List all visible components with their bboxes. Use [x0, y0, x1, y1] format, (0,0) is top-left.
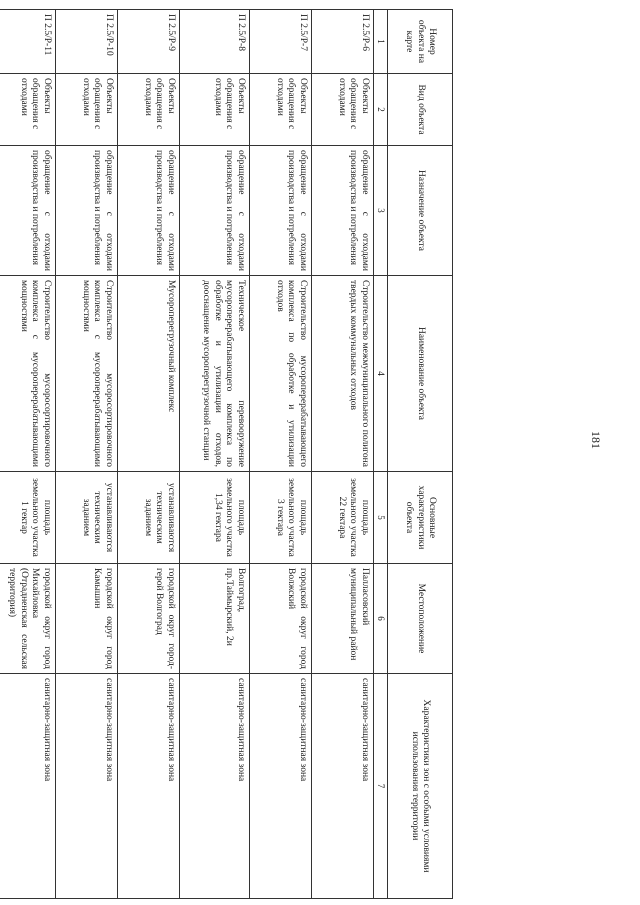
object-zones: санитарно-защитная зона: [0, 673, 55, 898]
header-cell: Номер объекта на карте: [387, 9, 452, 73]
column-number-row: [373, 9, 387, 898]
object-kind: Объекты обращения с отходами: [117, 73, 179, 145]
object-zones: санитарно-защитная зона: [179, 673, 249, 898]
object-zones: санитарно-защитная зона: [55, 673, 117, 898]
object-location: городской округ город Михайловка (Отрадненская сельская территория): [0, 563, 55, 673]
object-characteristics: устанавливаются техническим заданием: [117, 471, 179, 563]
object-purpose: обращение с отходами производства и потребления: [311, 145, 373, 275]
object-name: Строительство мусоросортировочного комплекса с мусороперерабатывающими мощностями: [55, 275, 117, 471]
object-purpose: обращение с отходами производства и потребления: [117, 145, 179, 275]
object-characteristics: площадь земельного участка 1 гектар: [0, 471, 55, 563]
object-zones: санитарно-защитная зона: [311, 673, 373, 898]
table-row: [55, 9, 117, 898]
object-characteristics: площадь земельного участка 3 гектара: [249, 471, 311, 563]
object-number: П 2.5/Р-10: [55, 9, 117, 73]
object-characteristics: устанавливаются техническим заданием: [55, 471, 117, 563]
column-number: 1: [373, 9, 387, 73]
object-name: Строительство межмуниципального полигона твердых коммунальных отходов: [311, 275, 373, 471]
object-number: П 2.5/Р-6: [311, 9, 373, 73]
object-name: Мусороперегрузочный комплекс: [117, 275, 179, 471]
table-row: [311, 9, 373, 898]
object-name: Строительство мусоросортировочного комплекса с мусороперерабатывающими мощностями: [0, 275, 55, 471]
table-header-row: [387, 9, 452, 898]
object-name: Техническое перевооружение мусороперерабатывающего комплекса по обработке и утилизации отходов, дооснащение мусороперегрузочной станции: [179, 275, 249, 471]
object-zones: санитарно-защитная зона: [249, 673, 311, 898]
object-number: П 2.5/Р-11: [0, 9, 55, 73]
object-location: Волгоград, пр.Таймырский, 2и: [179, 563, 249, 673]
object-purpose: обращение с отходами производства и потребления: [0, 145, 55, 275]
object-kind: Объекты обращения с отходами: [55, 73, 117, 145]
object-characteristics: площадь земельного участка 22 гектара: [311, 471, 373, 563]
table-row: [249, 9, 311, 898]
column-number: 3: [373, 145, 387, 275]
object-kind: Объекты обращения с отходами: [0, 73, 55, 145]
object-location: городской округ город Волжский: [249, 563, 311, 673]
object-name: Строительство мусороперерабатывающего комплекса по обработке и утилизации отходов: [249, 275, 311, 471]
object-kind: Объекты обращения с отходами: [179, 73, 249, 145]
object-number: П 2.5/Р-7: [249, 9, 311, 73]
object-purpose: обращение с отходами производства и потребления: [249, 145, 311, 275]
object-number: П 2.5/Р-8: [179, 9, 249, 73]
object-purpose: обращение с отходами производства и потребления: [179, 145, 249, 275]
object-purpose: обращение с отходами производства и потребления: [55, 145, 117, 275]
object-location: городской округ город-герой Волгоград: [117, 563, 179, 673]
object-kind: Объекты обращения с отходами: [311, 73, 373, 145]
header-cell: Вид объекта: [387, 73, 452, 145]
object-location: Палласовский муниципальный район: [311, 563, 373, 673]
table-row: [179, 9, 249, 898]
header-cell: Местоположение: [387, 563, 452, 673]
table-row: [117, 9, 179, 898]
table-row: [0, 9, 55, 898]
column-number: 7: [373, 673, 387, 898]
column-number: 4: [373, 275, 387, 471]
header-cell: Назначение объекта: [387, 145, 452, 275]
header-cell: Основные характеристики объекта: [387, 471, 452, 563]
object-characteristics: площадь земельного участка 1,34 гектара: [179, 471, 249, 563]
object-zones: санитарно-защитная зона: [117, 673, 179, 898]
column-number: 5: [373, 471, 387, 563]
header-cell: Характеристики зон с особыми условиями использования территории: [387, 673, 452, 898]
column-number: 2: [373, 73, 387, 145]
object-kind: Объекты обращения с отходами: [249, 73, 311, 145]
header-cell: Наименование объекта: [387, 275, 452, 471]
object-number: П 2.5/Р-9: [117, 9, 179, 73]
rotated-table-sheet: [0, 9, 453, 898]
page-number: 181: [589, 431, 603, 449]
object-location: городской округ город Камышин: [55, 563, 117, 673]
objects-table: [0, 9, 453, 899]
column-number: 6: [373, 563, 387, 673]
